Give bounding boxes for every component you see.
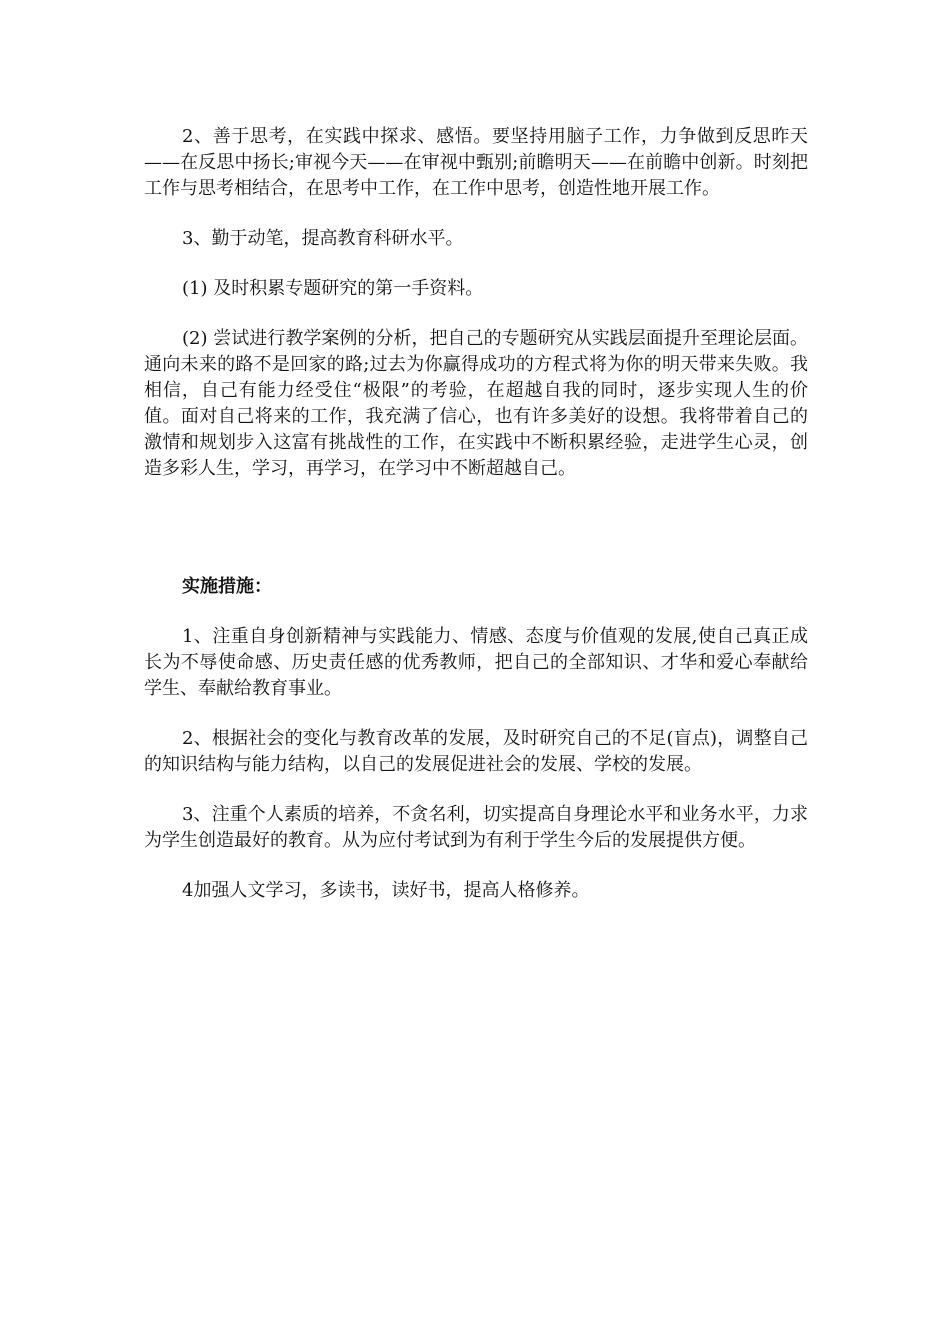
- paragraph-gap: [144, 854, 808, 878]
- paragraph-write: 3、勤于动笔，提高教育科研水平。: [182, 228, 464, 249]
- document-body: [144, 124, 808, 904]
- measure-item-1: 1、注重自身创新精神与实践能力、情感、态度与价值观的发展,使自己真正成长为不辱使命感、历史责任感的优秀教师，把自己的全部知识、才华和爱心奉献给学生、奉献给教育事业。: [144, 626, 808, 699]
- paragraph-gap: [144, 252, 808, 276]
- paragraph-think: 2、善于思考，在实践中探求、感悟。要坚持用脑子工作，力争做到反思昨天——在反思中扬长;审视今天——在审视中甄别;前瞻明天——在前瞻中创新。时刻把工作与思考相结合，在思考中工作，在工作中思考，创造性地开展工作。: [144, 126, 808, 199]
- measure-item-3: 3、注重个人素质的培养，不贪名利，切实提高自身理论水平和业务水平，力求为学生创造最好的教育。从为应付考试到为有利于学生今后的发展提供方便。: [144, 804, 808, 851]
- measure-item-4: 4加强人文学习，多读书，读好书，提高人格修养。: [182, 880, 590, 901]
- paragraph-gap: [144, 778, 808, 802]
- paragraph-gap: [144, 202, 808, 226]
- section-heading: 实施措施：: [182, 576, 272, 597]
- paragraph-gap: [144, 302, 808, 326]
- paragraph-gap: [144, 702, 808, 726]
- section-gap: [144, 482, 808, 574]
- paragraph-gap: [144, 600, 808, 624]
- paragraph-subitem-2: (2) 尝试进行教学案例的分析，把自己的专题研究从实践层面提升至理论层面。通向未来的路不是回家的路;过去为你赢得成功的方程式将为你的明天带来失败。我相信，自己有能力经受住“极限”的考验，在超越自我的同时，逐步实现人生的价值。面对自己将来的工作，我充满了信心，也有许多美好的设想。我将带着自己的激情和规划步入这富有挑战性的工作，在实践中不断积累经验，走进学生心灵，创造多彩人生，学习，再学习，在学习中不断超越自己。: [144, 328, 808, 479]
- measure-item-2: 2、根据社会的变化与教育改革的发展，及时研究自己的不足(盲点)，调整自己的知识结构与能力结构，以自己的发展促进社会的发展、学校的发展。: [144, 728, 808, 775]
- paragraph-subitem-1: (1) 及时积累专题研究的第一手资料。: [182, 278, 484, 299]
